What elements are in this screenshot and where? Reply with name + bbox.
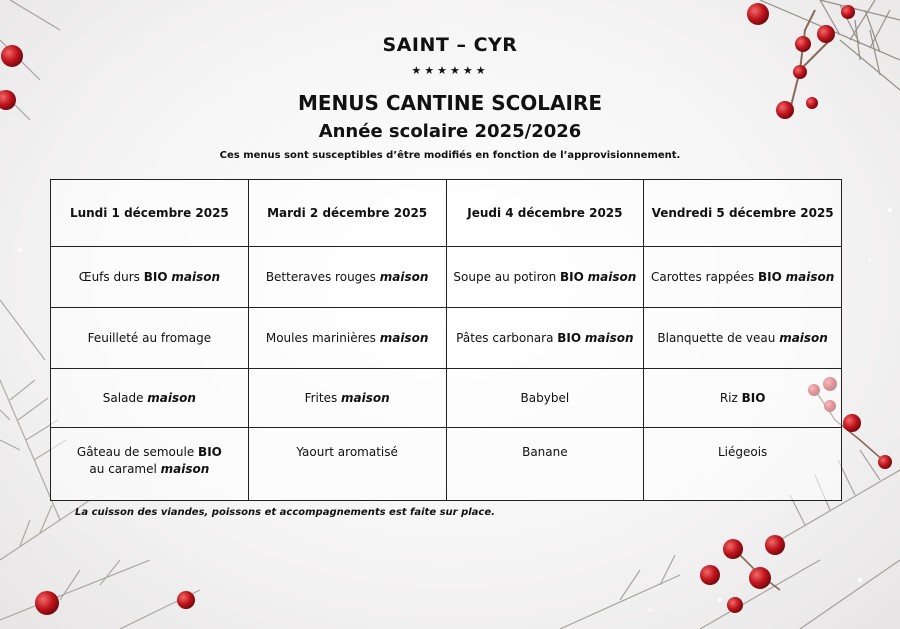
menu-cell	[248, 428, 446, 501]
menu-row-main	[51, 308, 842, 369]
dish-name: Yaourt aromatisé	[296, 445, 398, 459]
supply-notice: Ces menus sont susceptibles d’être modifiés en fonction de l’approvisionnement.	[219, 150, 681, 161]
dish-name: Liégeois	[717, 445, 768, 459]
menu-row-starter	[51, 247, 842, 308]
bio-label: BIO	[557, 330, 582, 345]
menu-cell	[446, 308, 644, 369]
menu-cell	[446, 369, 644, 428]
dish-name-line2: au caramel	[89, 462, 157, 476]
day-header: Vendredi 5 décembre 2025	[644, 180, 842, 247]
dish-name: Pâtes carbonara	[456, 330, 554, 345]
maison-label: maison	[171, 269, 221, 284]
cooking-note: La cuisson des viandes, poissons et accompagnements est faite sur place.	[75, 507, 495, 518]
maison-label: maison	[147, 390, 196, 405]
maison-label: maison	[160, 462, 210, 476]
star-divider: ★★★★★★	[411, 64, 489, 77]
dish-name: Betteraves rouges	[265, 269, 376, 284]
school-year-subtitle: Année scolaire 2025/2026	[318, 121, 582, 142]
menu-cell	[51, 308, 249, 369]
menu-cell	[446, 247, 644, 308]
menu-cell	[248, 369, 446, 428]
maison-label: maison	[341, 390, 390, 405]
maison-label: maison	[779, 330, 828, 345]
day-header: Lundi 1 décembre 2025	[51, 180, 249, 247]
menu-cell	[51, 247, 249, 308]
bio-label: BIO	[143, 269, 168, 284]
day-header: Mardi 2 décembre 2025	[248, 180, 446, 247]
menu-cell	[248, 247, 446, 308]
menu-table	[50, 179, 842, 501]
dish-name: Banane	[522, 445, 568, 459]
bio-label: BIO	[741, 390, 766, 405]
maison-label: maison	[584, 330, 634, 345]
menu-cell	[248, 308, 446, 369]
dish-name: Carottes rappées	[650, 269, 755, 284]
bio-label: BIO	[560, 269, 584, 284]
dish-name: Frites	[304, 390, 338, 405]
dish-name: Feuilleté au fromage	[87, 330, 212, 345]
maison-label: maison	[785, 269, 835, 284]
menu-cell	[644, 369, 842, 428]
bio-label: BIO	[757, 269, 782, 284]
menu-cell	[644, 428, 842, 501]
dish-name: Babybel	[520, 390, 570, 405]
menu-row-side	[51, 369, 842, 428]
town-name: SAINT – CYR	[382, 34, 518, 56]
maison-label: maison	[379, 330, 429, 345]
day-header: Jeudi 4 décembre 2025	[446, 180, 644, 247]
menu-header-row	[51, 180, 842, 247]
maison-label: maison	[379, 269, 429, 284]
menu-cell	[644, 247, 842, 308]
dish-name: Blanquette de veau	[657, 330, 776, 345]
dish-name: Œufs durs	[78, 269, 140, 284]
page-title: MENUS CANTINE SCOLAIRE	[297, 91, 603, 115]
dish-name: Soupe au potiron	[453, 269, 557, 284]
dish-name: Salade	[102, 390, 144, 405]
dish-name: Gâteau de semoule	[76, 445, 195, 459]
dish-name: Moules marinières	[265, 330, 376, 345]
bio-label: BIO	[198, 445, 222, 459]
menu-cell	[644, 308, 842, 369]
menu-cell	[51, 428, 249, 501]
menu-row-dessert	[51, 428, 842, 501]
menu-cell	[51, 369, 249, 428]
dish-name: Riz	[719, 390, 738, 405]
menu-cell	[446, 428, 644, 501]
maison-label: maison	[587, 269, 637, 284]
